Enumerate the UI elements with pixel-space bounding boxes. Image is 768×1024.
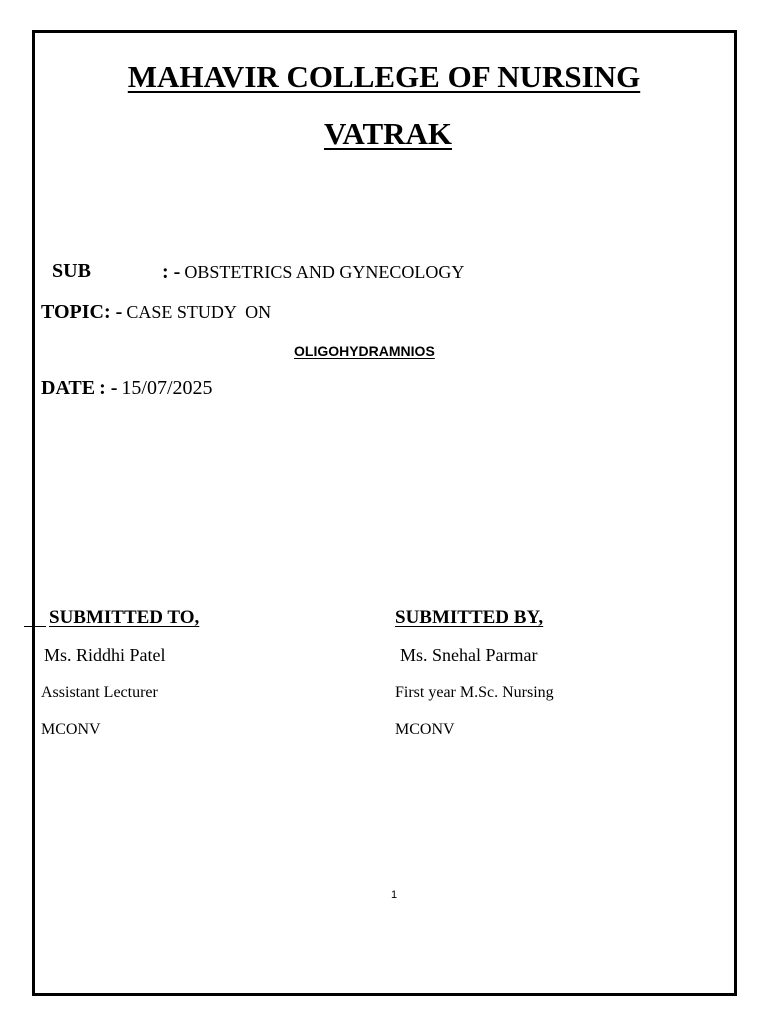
- topic-subject: OLIGOHYDRAMNIOS: [294, 343, 435, 359]
- subject-row: [162, 261, 464, 284]
- date-value: 15/07/2025: [121, 377, 213, 399]
- page-number: 1: [391, 889, 398, 901]
- subject-separator: : -: [162, 261, 181, 283]
- submitted-by-name: Ms. Snehal Parmar: [400, 645, 538, 665]
- submitted-by-institute: MCONV: [395, 721, 455, 738]
- date-row: [41, 377, 213, 400]
- topic-label: TOPIC: [41, 301, 104, 323]
- topic-separator: : -: [103, 301, 123, 323]
- topic-row: [41, 301, 271, 324]
- submitted-to-institute: MCONV: [41, 721, 101, 738]
- subject-label: SUB: [52, 260, 91, 282]
- submitted-to-name: Ms. Riddhi Patel: [44, 645, 166, 665]
- underline-mark: [24, 626, 46, 627]
- submitted-by-designation: First year M.Sc. Nursing: [395, 684, 554, 701]
- submitted-to-heading: SUBMITTED TO,: [49, 607, 200, 628]
- subject-value: OBSTETRICS AND GYNECOLOGY: [184, 262, 465, 282]
- submitted-to-designation: Assistant Lecturer: [41, 684, 158, 701]
- date-label: DATE: [41, 377, 96, 399]
- date-separator: : -: [99, 377, 118, 399]
- topic-value: CASE STUDY ON: [126, 302, 272, 322]
- page-border: [32, 30, 737, 996]
- college-location: VATRAK: [323, 116, 453, 151]
- submitted-by-heading: SUBMITTED BY,: [395, 607, 544, 628]
- college-title: MAHAVIR COLLEGE OF NURSING: [127, 59, 641, 94]
